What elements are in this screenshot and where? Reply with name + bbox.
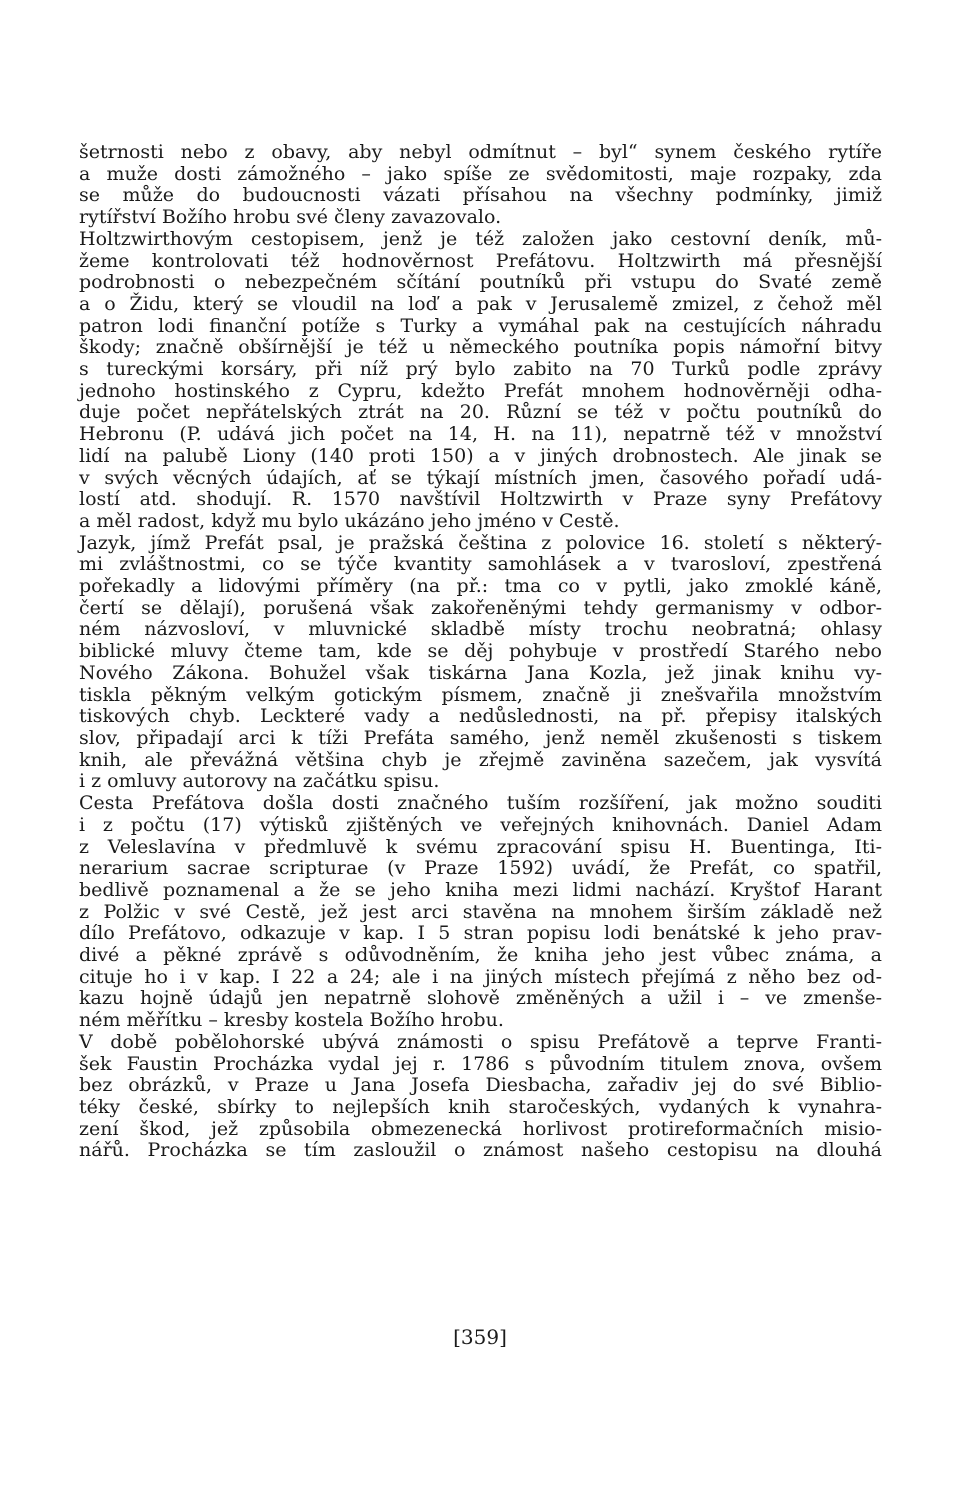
text-line: jednoho hostinského z Cypru, kdežto Prefát mnohem hodnověrněji odha- [79, 379, 882, 402]
text-line: divé a pěkné zprávě s odůvodněním, že kniha jeho jest vůbec známa, a [79, 944, 882, 967]
text-line: čertí se dělají), porušená však zakořeněnými tehdy germanismy v odbor- [79, 596, 882, 619]
text-line: Cesta Prefátova došla dosti značného tuším rozšíření, jak možno souditi [79, 792, 882, 815]
text-line: i z počtu (17) výtisků zjištěných ve veřejných knihovnách. Daniel Adam [79, 813, 882, 836]
text-line: lostí atd. shodují. R. 1570 navštívil Holtzwirth v Praze syny Prefátovy [79, 488, 882, 511]
text-line: a měl radost, když mu bylo ukázáno jeho jméno v Cestě. [79, 509, 620, 532]
text-line: z Veleslavína v předmluvě k svému zpracování spisu H. Buentinga, Iti- [79, 835, 882, 858]
text-line: nerarium sacrae scripturae (v Praze 1592) uvádí, že Prefát, co spatřil, [79, 857, 882, 880]
text-line: žeme kontrolovati též hodnověrnost Prefátovu. Holtzwirth má přesnější [79, 249, 882, 272]
text-line: kazu hojně údajů jen nepatrně slohově změněných a užil i – ve zmenše- [79, 987, 882, 1010]
text-line: cituje ho i v kap. I 22 a 24; ale i na jiných místech přejímá z něho bez od- [79, 965, 882, 988]
text-line: V době pobělohorské ubývá známosti o spisu Prefátově a teprve Franti- [79, 1030, 882, 1053]
text-line: Hebronu (P. udává jich počet na 14, H. na 11), nepatrně též v množství [79, 423, 882, 446]
text-line: škody; značně obšírnější je též u německého poutníka popis námořní bitvy [79, 336, 882, 359]
text-line: téky české, sbírky to nejlepších knih staročeských, vydaných k vynahra- [79, 1095, 882, 1118]
text-line: tiskla pěkným velkým gotickým písmem, značně ji znešvařila množstvím [79, 683, 882, 706]
text-line: v svých věcných údajích, ať se týkají místních jmen, časového pořadí udá- [79, 466, 882, 489]
text-line: rytířství Božího hrobu své členy zavazovalo. [79, 206, 502, 229]
body-text [79, 142, 882, 1162]
text-line: mi zvláštnostmi, co se týče kvantity samohlásek a v tvarosloví, zpestřená [79, 553, 882, 576]
text-line: šek Faustin Procházka vydal jej r. 1786 s původním titulem znova, ovšem [79, 1052, 882, 1075]
text-line: dílo Prefátovo, odkazuje v kap. I 5 stran popisu lodi benátské k jeho prav- [79, 922, 882, 945]
text-line: a o Židu, který se vloudil na loď a pak v Jerusalemě zmizel, z čehož měl [79, 292, 882, 315]
text-line: Jazyk, jímž Prefát psal, je pražská čeština z polovice 16. století s některý- [79, 531, 882, 554]
text-line: patron lodi finanční potíže s Turky a vymáhal pak na cestujících náhradu [79, 314, 882, 337]
text-line: podrobnosti o nebezpečném sčítání poutníků při vstupu do Svaté země [79, 271, 882, 294]
text-line: pořekadly a lidovými příměry (na př.: tma co v pytli, jako zmoklé káně, [79, 575, 882, 598]
text-line: s tureckými korsáry, při níž prý bylo zabito na 70 Turků podle zprávy [79, 358, 882, 381]
text-line: a muže dosti zámožného – jako spíše ze svědomitosti, maje rozpaky, zda [79, 162, 882, 185]
text-line: se může do budoucnosti vázati přísahou na všechny podmínky, jimiž [79, 184, 882, 207]
text-line: Nového Zákona. Bohužel však tiskárna Jana Kozla, jež jinak knihu vy- [79, 661, 882, 684]
text-line: ném měřítku – kresby kostela Božího hrobu. [79, 1009, 504, 1032]
text-line: duje počet nepřátelských ztrát na 20. Různí se též v počtu poutníků do [79, 401, 882, 424]
text-line: Holtzwirthovým cestopisem, jenž je též založen jako cestovní deník, mů- [79, 227, 882, 250]
text-line: zení škod, jež způsobila obmezenecká horlivost protireformačních misio- [79, 1117, 882, 1140]
text-line: bedlivě poznamenal a že se jeho kniha mezi lidmi nachází. Kryštof Harant [79, 878, 882, 901]
text-line: lidí na palubě Liony (140 proti 150) a v jiných drobnostech. Ale jinak se [79, 444, 882, 467]
text-line: z Polžic v své Cestě, jež jest arci stavěna na mnohem širším základě než [79, 900, 882, 923]
text-line: bez obrázků, v Praze u Jana Josefa Diesbacha, zařadiv jej do své Biblio- [79, 1074, 882, 1097]
text-line: šetrnosti nebo z obavy, aby nebyl odmítnut – byl“ synem českého rytíře [79, 141, 882, 163]
text-line: slov, připadají arci k tíži Prefáta samého, jenž neměl zkušenosti s tiskem [79, 726, 882, 749]
page-number: [359] [453, 1325, 507, 1349]
text-line: biblické mluvy čteme tam, kde se děj pohybuje v prostředí Starého nebo [79, 640, 882, 663]
text-line: nářů. Procházka se tím zasloužil o známost našeho cestopisu na dlouhá [79, 1139, 882, 1162]
text-line: tiskových chyb. Leckteré vady a nedůslednosti, na př. přepisy italských [79, 705, 882, 728]
text-line: ném názvosloví, v mluvnické skladbě místy trochu neobratná; ohlasy [79, 618, 882, 641]
text-line: knih, ale převážná většina chyb je zřejmě zaviněna sazečem, jak vysvítá [79, 748, 882, 771]
text-line: i z omluvy autorovy na začátku spisu. [79, 770, 440, 793]
